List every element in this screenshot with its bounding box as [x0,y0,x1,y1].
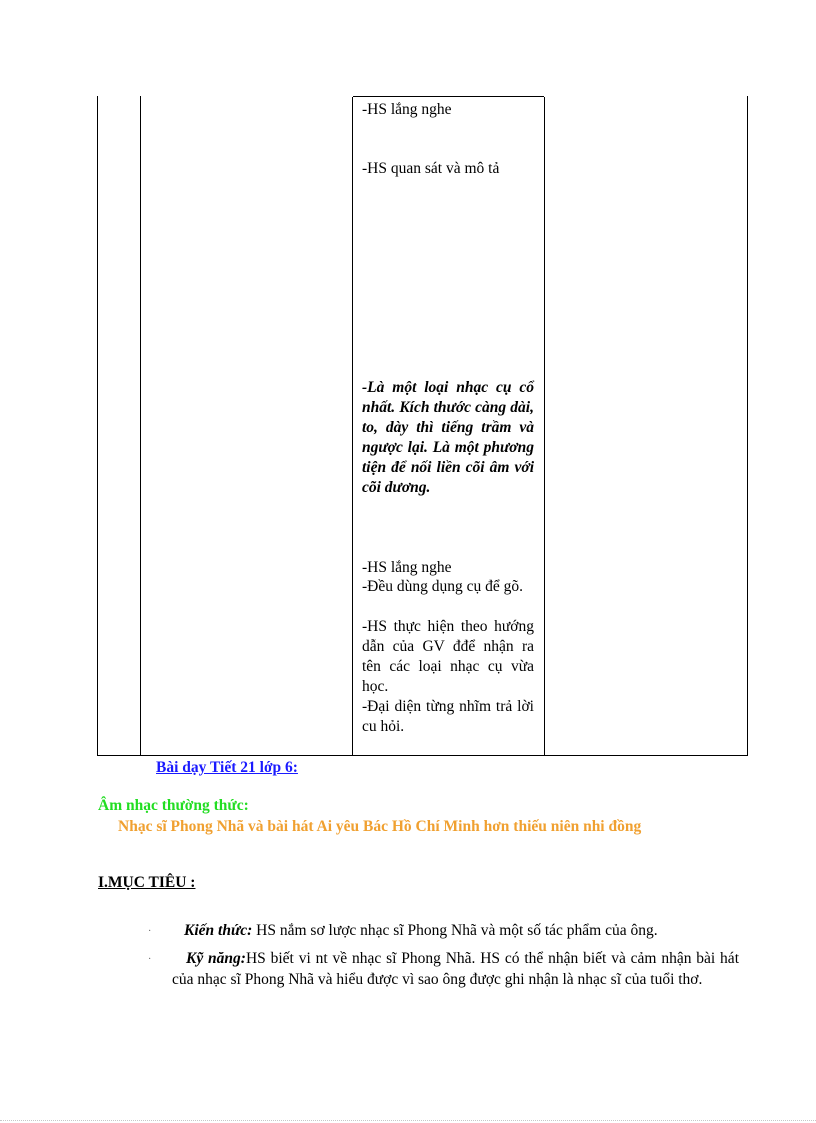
table-column-divider-2 [352,97,353,755]
bullet-icon: · [148,954,152,965]
objective-label: Kỹ năng: [186,950,246,967]
student-activity-observe: -HS quan sát và mô tả [362,160,500,177]
page-bottom-divider [0,1120,816,1121]
student-activity-tools: -Đều dùng dụng cụ để gõ. [362,578,523,595]
objective-skill [172,948,739,990]
student-activity-listen-2: -HS lắng nghe [362,559,452,576]
lesson-link-title[interactable]: Bài dạy Tiết 21 lớp 6: [156,759,298,776]
student-activity-follow: -HS thực hiện theo hướng dẫn của GV đđể nhận ra tên các loại nhạc cụ vừa học. [362,618,534,695]
student-activity-group: -Đại diện từng nhĩm trả lời cu hỏi. [362,698,534,735]
lesson-table [97,96,748,756]
objective-text: HS nắm sơ lược nhạc sĩ Phong Nhã và một số tác phẩm của ông. [252,922,658,939]
objective-label: Kiến thức: [184,922,253,939]
student-activity-listen: -HS lắng nghe [362,101,452,118]
table-column-divider-3 [544,97,545,755]
section-heading: I.MỤC TIÊU : [98,874,196,891]
lesson-subtitle: Nhạc sĩ Phong Nhã và bài hát Ai yêu Bác Hồ Chí Minh hơn thiếu niên nhi đồng [118,818,642,835]
bullet-icon: · [148,926,152,937]
objective-knowledge [184,920,744,941]
lesson-category: Âm nhạc thường thức: [98,797,249,814]
student-activity-column [353,96,544,755]
student-activity-answer-bold: -Là một loại nhạc cụ cổ nhất. Kích thước càng dài, to, dày thì tiếng trầm và ngược lại. Là một phương tiện để nối liền cõi âm với cõi dương. [362,379,534,496]
objective-text: HS biết vi nt về nhạc sĩ Phong Nhã. HS có thể nhận biết và cảm nhận bài hát của nhạc sĩ Phong Nhã và hiểu được vì sao ông được ghi nhận là nhạc sĩ của tuổi thơ. [172,950,739,988]
table-column-divider-1 [140,96,141,755]
